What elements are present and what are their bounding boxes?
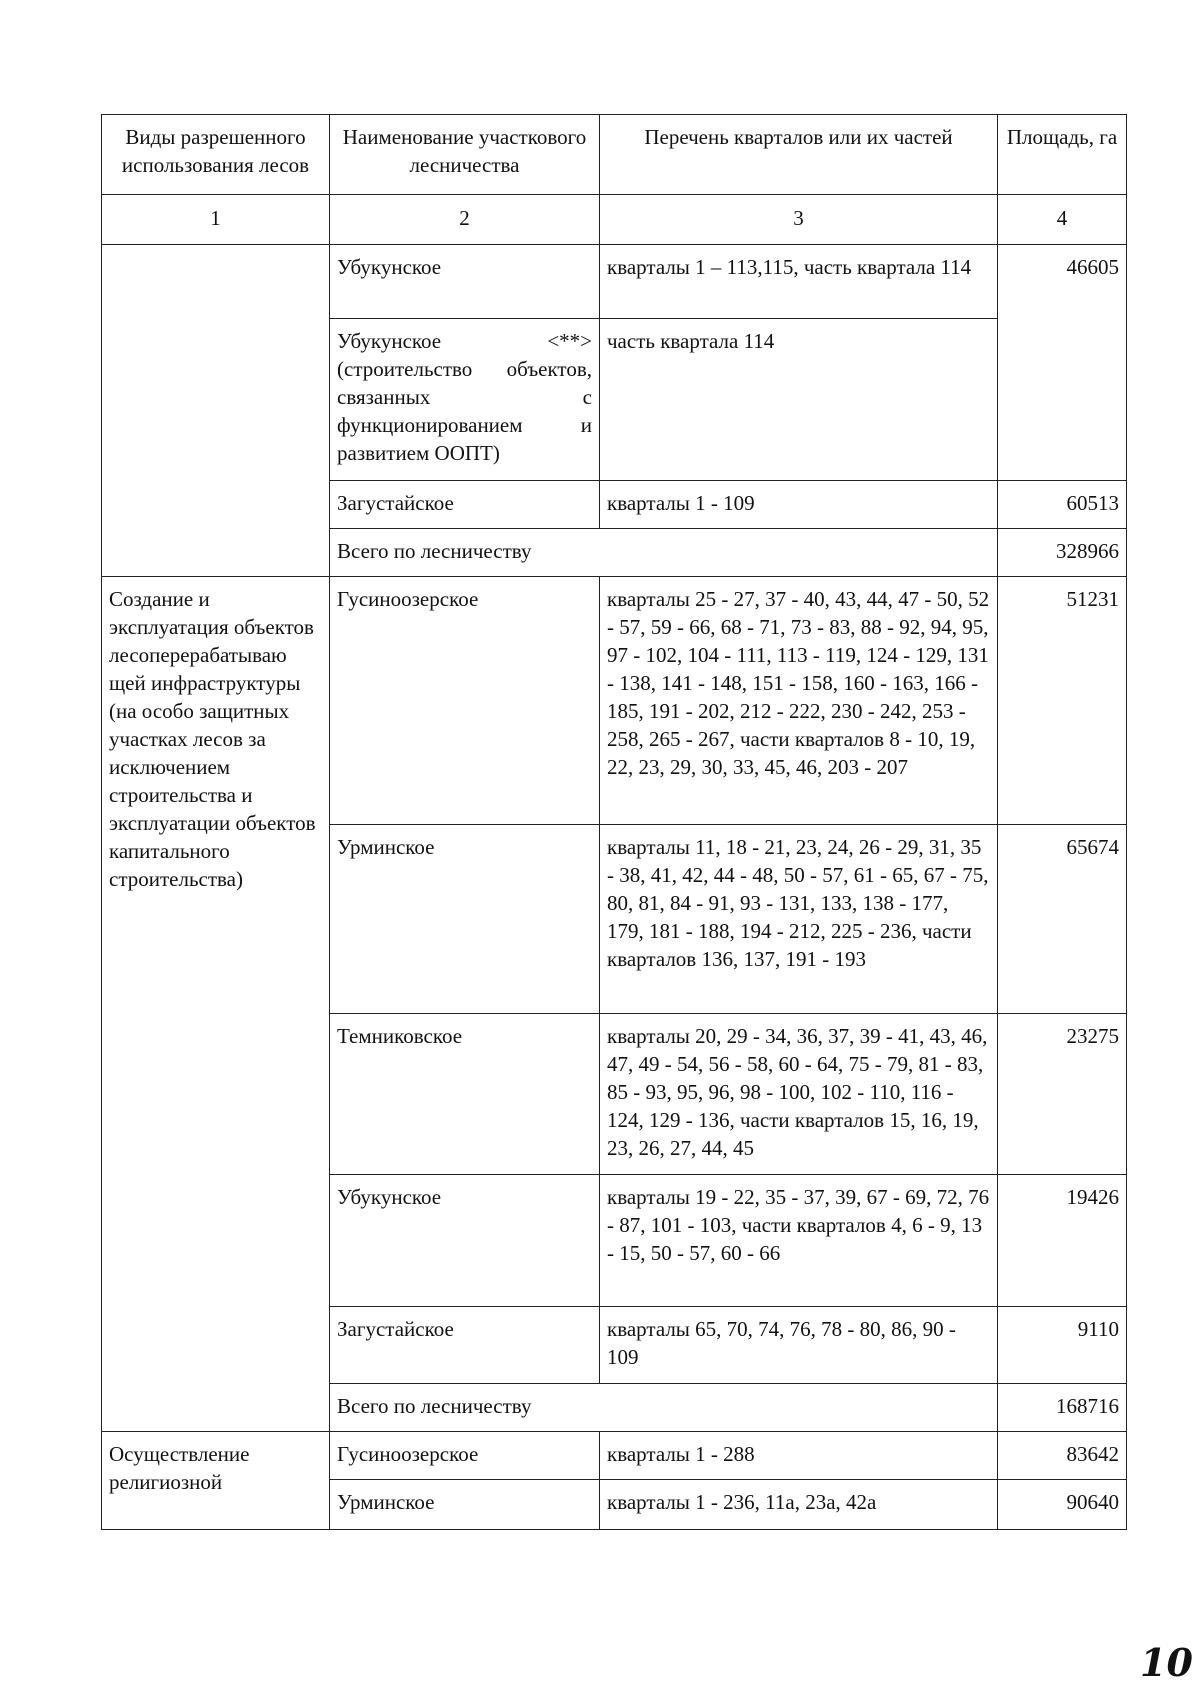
column-number: 3	[600, 195, 998, 245]
table-header-row	[102, 115, 1127, 195]
table-row	[102, 245, 1127, 319]
column-number: 4	[998, 195, 1127, 245]
forestry-name: Загустайское	[330, 1307, 600, 1384]
column-number: 2	[330, 195, 600, 245]
quarters-list: кварталы 1 - 109	[600, 481, 998, 529]
total-area: 328966	[998, 529, 1127, 577]
quarters-list: кварталы 1 – 113,115, часть квартала 114	[600, 245, 998, 319]
forestry-name: Гусиноозерское	[330, 577, 600, 825]
quarters-list: кварталы 1 - 236, 11а, 23а, 42а	[600, 1480, 998, 1530]
quarters-list: кварталы 11, 18 - 21, 23, 24, 26 - 29, 31, 35 - 38, 41, 42, 44 - 48, 50 - 57, 61 - 65, 67 - 75, 80, 81, 84 - 91, 93 - 131, 133, 138 - 177, 179, 181 - 188, 194 - 212, 225 - 236, части кварталов 136, 137, 191 - 193	[600, 825, 998, 1014]
forestry-name: Убукунское	[337, 329, 442, 353]
column-number: 1	[102, 195, 330, 245]
use-type: Осуществление религиозной	[102, 1432, 330, 1530]
forestry-name: Урминское	[330, 825, 600, 1014]
forest-use-table	[101, 114, 1127, 1530]
area-value: 83642	[998, 1432, 1127, 1480]
forestry-note: (строительство объектов, связанных с функционированием и развитием ООПТ)	[337, 357, 592, 465]
area-value: 65674	[998, 825, 1127, 1014]
use-type: Создание и эксплуатация объектов лесоперерабатываю щей инфраструктуры (на особо защитных участках лесов за исключением строительства и эксплуатации объектов капитального строительства)	[102, 577, 330, 1432]
area-value: 19426	[998, 1175, 1127, 1307]
quarters-list: часть квартала 114	[600, 319, 998, 481]
header-quarters: Перечень кварталов или их частей	[600, 115, 998, 195]
area-value: 60513	[998, 481, 1127, 529]
area-value: 23275	[998, 1014, 1127, 1175]
quarters-list: кварталы 25 - 27, 37 - 40, 43, 44, 47 - 50, 52 - 57, 59 - 66, 68 - 71, 73 - 83, 88 - 92, 94, 95, 97 - 102, 104 - 111, 113 - 119, 124 - 129, 131 - 138, 141 - 148, 151 - 158, 160 - 163, 166 - 185, 191 - 202, 212 - 222, 230 - 242, 253 - 258, 265 - 267, части кварталов 8 - 10, 19, 22, 23, 29, 30, 33, 45, 46, 203 - 207	[600, 577, 998, 825]
area-value: 46605	[998, 245, 1127, 481]
area-value: 90640	[998, 1480, 1127, 1530]
quarters-list: кварталы 20, 29 - 34, 36, 37, 39 - 41, 43, 46, 47, 49 - 54, 56 - 58, 60 - 64, 75 - 79, 81 - 83, 85 - 93, 95, 96, 98 - 100, 102 - 110, 116 - 124, 129 - 136, части кварталов 15, 16, 19, 23, 26, 27, 44, 45	[600, 1014, 998, 1175]
header-forestry: Наименование участкового лесничества	[330, 115, 600, 195]
page-number: 10	[1140, 1640, 1193, 1685]
column-number-row	[102, 195, 1127, 245]
use-type-cell-empty	[102, 245, 330, 577]
footnote-mark: <**>	[547, 329, 592, 353]
area-value: 9110	[998, 1307, 1127, 1384]
quarters-list: кварталы 1 - 288	[600, 1432, 998, 1480]
forestry-name: Гусиноозерское	[330, 1432, 600, 1480]
forestry-name: Убукунское	[330, 1175, 600, 1307]
quarters-list: кварталы 65, 70, 74, 76, 78 - 80, 86, 90 - 109	[600, 1307, 998, 1384]
forestry-name: Загустайское	[330, 481, 600, 529]
total-area: 168716	[998, 1384, 1127, 1432]
forestry-name: Темниковское	[330, 1014, 600, 1175]
area-value: 51231	[998, 577, 1127, 825]
table-row	[102, 1432, 1127, 1480]
quarters-list: кварталы 19 - 22, 35 - 37, 39, 67 - 69, 72, 76 - 87, 101 - 103, части кварталов 4, 6 - 9, 13 - 15, 50 - 57, 60 - 66	[600, 1175, 998, 1307]
total-label: Всего по лесничеству	[330, 529, 998, 577]
header-area: Площадь, га	[998, 115, 1127, 195]
header-use-type: Виды разрешенного использования лесов	[102, 115, 330, 195]
table-row	[102, 577, 1127, 825]
forestry-name: Урминское	[330, 1480, 600, 1530]
forestry-name: Убукунское	[330, 245, 600, 319]
total-label: Всего по лесничеству	[330, 1384, 998, 1432]
forestry-name-with-note	[330, 319, 600, 481]
